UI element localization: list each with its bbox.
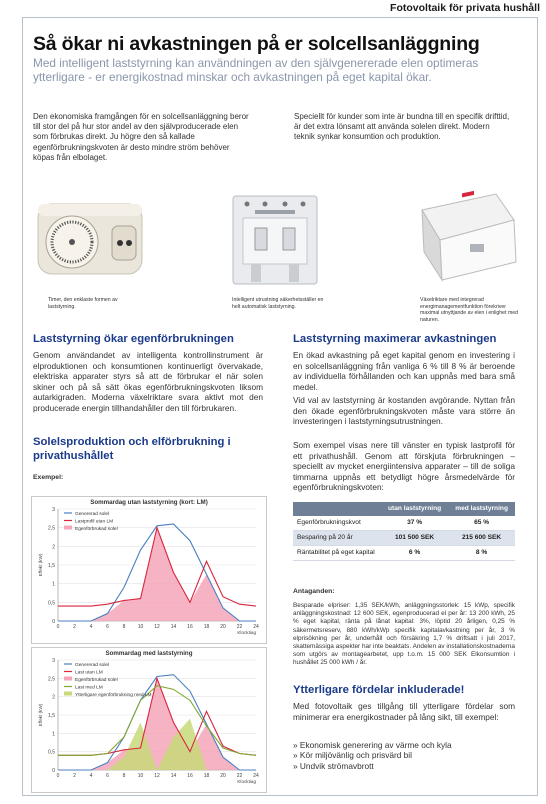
x-tick-label: 0 — [56, 624, 60, 630]
intro-left: Den ekonomiska framgången för en solcellsanläggning beror till stor del på hur stor andel av den självproducerade elen som förbrukas direkt. Ju högre den så kallade egenförbrukningskvoten är desto mindre ström behöver köpas från elbolaget. — [33, 112, 249, 162]
assumptions-label: Antaganden: — [293, 588, 335, 595]
right-heading-1: Laststyrning maximerar avkastningen — [293, 333, 497, 345]
table-row — [293, 516, 515, 531]
x-tick-label: 6 — [106, 624, 109, 630]
chart2-svg — [32, 648, 266, 792]
x-tick-label: 4 — [89, 773, 93, 779]
y-axis-label: Effekt (kW) — [38, 703, 43, 727]
example-label: Exempel: — [33, 474, 64, 481]
x-tick-label: 8 — [122, 624, 126, 630]
page-title: Så ökar ni avkastningen på er solcellsanläggning — [33, 33, 480, 55]
table-cell: 6 % — [381, 546, 448, 561]
chart-without-lm — [31, 496, 267, 644]
x-tick-label: 22 — [236, 773, 243, 779]
x-tick-label: 2 — [73, 624, 76, 630]
legend-label: Egenförbrukad solel — [75, 526, 118, 532]
legend-label: Egenförbrukad solel — [75, 677, 118, 683]
legend-swatch — [64, 677, 72, 681]
right-paragraph-3: Som exempel visas nere till vänster en typisk lastprofil för ett privathushåll. Genom att förskjuta förbrukningen – speciellt av mycket energiintensiva apparater – till de soliga timmarna uppnås ett betydligt högre årsmedelvärde för egenförbrukningskvoten: — [293, 440, 515, 493]
timer-photo — [32, 190, 152, 290]
y-tick-label: 0 — [52, 768, 55, 774]
x-tick-label: 18 — [203, 624, 210, 630]
x-tick-label: 2 — [73, 773, 76, 779]
left-heading-1: Laststyrning ökar egenförbrukningen — [33, 333, 234, 345]
x-tick-label: 12 — [154, 624, 160, 630]
x-tick-label: 14 — [170, 624, 177, 630]
y-tick-label: 1,5 — [48, 563, 55, 569]
y-tick-label: 2,5 — [48, 676, 55, 683]
table-cell: 65 % — [448, 516, 515, 531]
table-cell: Egenförbrukningskvot — [293, 516, 381, 531]
y-tick-label: 2 — [52, 544, 55, 551]
table-cell: 101 500 SEK — [381, 531, 448, 546]
y-axis-label: Effekt (kW) — [38, 553, 43, 577]
left-paragraph-1: Genom användandet av intelligenta kontrollinstrument är elproduktionen och konsumtionen kontinuerligt övervakade, elektriska apparater styrs så att de förbrukar el när solen skiner och på så sätt ökas egenförbrukningskvoten liksom autarkigraden. Moderna växelriktare svara aktivt mot den producerade energin tillhandahåller den till förbrukaren. — [33, 350, 263, 413]
table-header-empty — [293, 502, 381, 516]
legend-swatch — [64, 526, 72, 530]
y-tick-label: 2 — [52, 694, 55, 701]
switch-caption: Intelligent utrustning säkerhetsställer en helt automatisk laststyrning. — [232, 297, 324, 310]
y-tick-label: 0 — [52, 619, 55, 625]
assumptions-text: Besparade elpriser: 1,35 SEK/kWh, anläggningsstorlek: 15 kWp, specifik anläggningskostnad: 12 600 SEK, egenproducerad el per år: 13 200 kWh, 25 % eget kapital, ränta på lånat kapital: 3%, löptid 20 årligen, 0,25 % säkermetsreserv, 880 kWh/kWp specifik kapitalavkastning per år, 3 % elprisökning per år, underhåll och försäkring 1,7 % driftsatt i juli 2017, skattemässiga aspekter har inte beaktats. Andelen av installationskostnaderna som utgörs av montagearbetet, upp t.o.m. 15 000 SEK Elkonsumtion i hushållet 25 000 kWh / år. — [293, 602, 515, 667]
table-cell: Räntabilitet på eget kapital — [293, 546, 381, 561]
x-axis-label: Klocktiag — [237, 630, 256, 635]
x-tick-label: 16 — [187, 624, 193, 630]
chart-with-lm — [31, 647, 267, 793]
legend-label: Last utan LM — [75, 670, 103, 676]
legend-label: Lastprofil utan LM — [75, 519, 114, 525]
timer-caption: Timer, den enklaste formen av laststyrning. — [48, 297, 118, 310]
chart2-title: Sommardag med laststyrning — [105, 650, 193, 657]
x-tick-label: 18 — [203, 773, 210, 779]
inverter-caption: Växelriktare med integrerad energimanagementfunktion förekriver maximal utnyttjande av elen i enlighet med naturen. — [420, 297, 519, 323]
x-tick-label: 4 — [89, 624, 93, 630]
x-tick-label: 0 — [56, 773, 60, 779]
right-paragraph-2: Vid val av laststyrning är kostanden avgörande. Nyttan från den ökade egenförbrukningskvoten måste vara större än investeringen i laststyrningsutrustningen. — [293, 395, 515, 427]
y-tick-label: 0,5 — [48, 600, 55, 607]
right-heading-2: Ytterligare fördelar inkluderade! — [293, 684, 465, 696]
list-item: » Kör miljövänlig och prisvärd bil — [293, 750, 515, 760]
table-header-without: utan laststyrning — [381, 502, 448, 516]
x-tick-label: 20 — [220, 773, 226, 779]
y-tick-label: 1,5 — [48, 713, 55, 719]
chart1-title: Sommardag utan laststyrning (kort: LM) — [90, 499, 208, 506]
legend-label: Genererad solel — [75, 511, 110, 517]
table-row — [293, 531, 515, 546]
table-cell: Besparing på 20 år — [293, 531, 381, 546]
legend-label: Genererad solel — [75, 662, 110, 668]
header-label: Fotovoltaik för privata hushåll — [390, 2, 540, 14]
x-tick-label: 12 — [154, 773, 160, 779]
y-tick-label: 3 — [52, 658, 55, 664]
table-row — [293, 546, 515, 561]
y-tick-label: 0,5 — [48, 749, 55, 756]
comparison-table — [293, 502, 515, 561]
x-tick-label: 10 — [137, 773, 144, 779]
inverter-photo — [412, 190, 522, 285]
table-cell: 8 % — [448, 546, 515, 561]
y-tick-label: 2,5 — [48, 525, 55, 532]
legend-swatch — [64, 692, 72, 696]
legend-label: Ytterligare egenförbrukning med LM — [75, 692, 152, 698]
table-cell: 215 600 SEK — [448, 531, 515, 546]
chart1-svg — [32, 497, 266, 643]
benefit-list — [293, 740, 515, 771]
y-tick-label: 1 — [52, 731, 55, 738]
legend-label: Last med LM — [75, 685, 103, 691]
smart-switch-photo — [225, 190, 325, 290]
list-item: » Undvik strömavbrott — [293, 761, 515, 771]
x-tick-label: 8 — [122, 773, 126, 779]
table-cell: 37 % — [381, 516, 448, 531]
list-item: » Ekonomisk generering av värme och kyla — [293, 740, 515, 750]
x-tick-label: 24 — [253, 624, 259, 630]
intro-right: Speciellt för kunder som inte är bundna till en specifik drifttid, är det extra lönsamt att använda solelen direkt. Modern teknik synkar konsumtion och produktion. — [294, 112, 510, 142]
x-tick-label: 6 — [106, 773, 109, 779]
x-tick-label: 16 — [187, 773, 193, 779]
x-tick-label: 10 — [137, 624, 144, 630]
x-tick-label: 14 — [170, 773, 177, 779]
series-area — [58, 528, 256, 621]
header-bar — [0, 0, 546, 17]
page-subtitle: Med intelligent laststyrning kan användningen av den självgenererade elen optimeras ytterligare - er energikostnad minskar och avkastningen på eget kapital ökar. — [33, 56, 479, 84]
table-header-with: med laststyrning — [448, 502, 515, 516]
y-tick-label: 3 — [52, 507, 55, 513]
right-paragraph-1: En ökad avkastning på eget kapital genom en investering i en solcellsanläggning från vanliga 6 % till 8 % är beroende av individuella förhållanden och kan uppnås med bara små medel. — [293, 350, 515, 392]
left-heading-2: Solelsproduktion och elförbrukning i privathushållet — [33, 436, 231, 462]
x-tick-label: 22 — [236, 624, 243, 630]
x-tick-label: 20 — [220, 624, 226, 630]
x-axis-label: Klocktiag — [237, 779, 256, 784]
x-tick-label: 24 — [253, 773, 259, 779]
y-tick-label: 1 — [52, 581, 55, 588]
right-paragraph-4: Med fotovoltaik ges tillgång till ytterligare fördelar som minimerar era energikostnader på lång sikt, till exempel: — [293, 701, 515, 722]
